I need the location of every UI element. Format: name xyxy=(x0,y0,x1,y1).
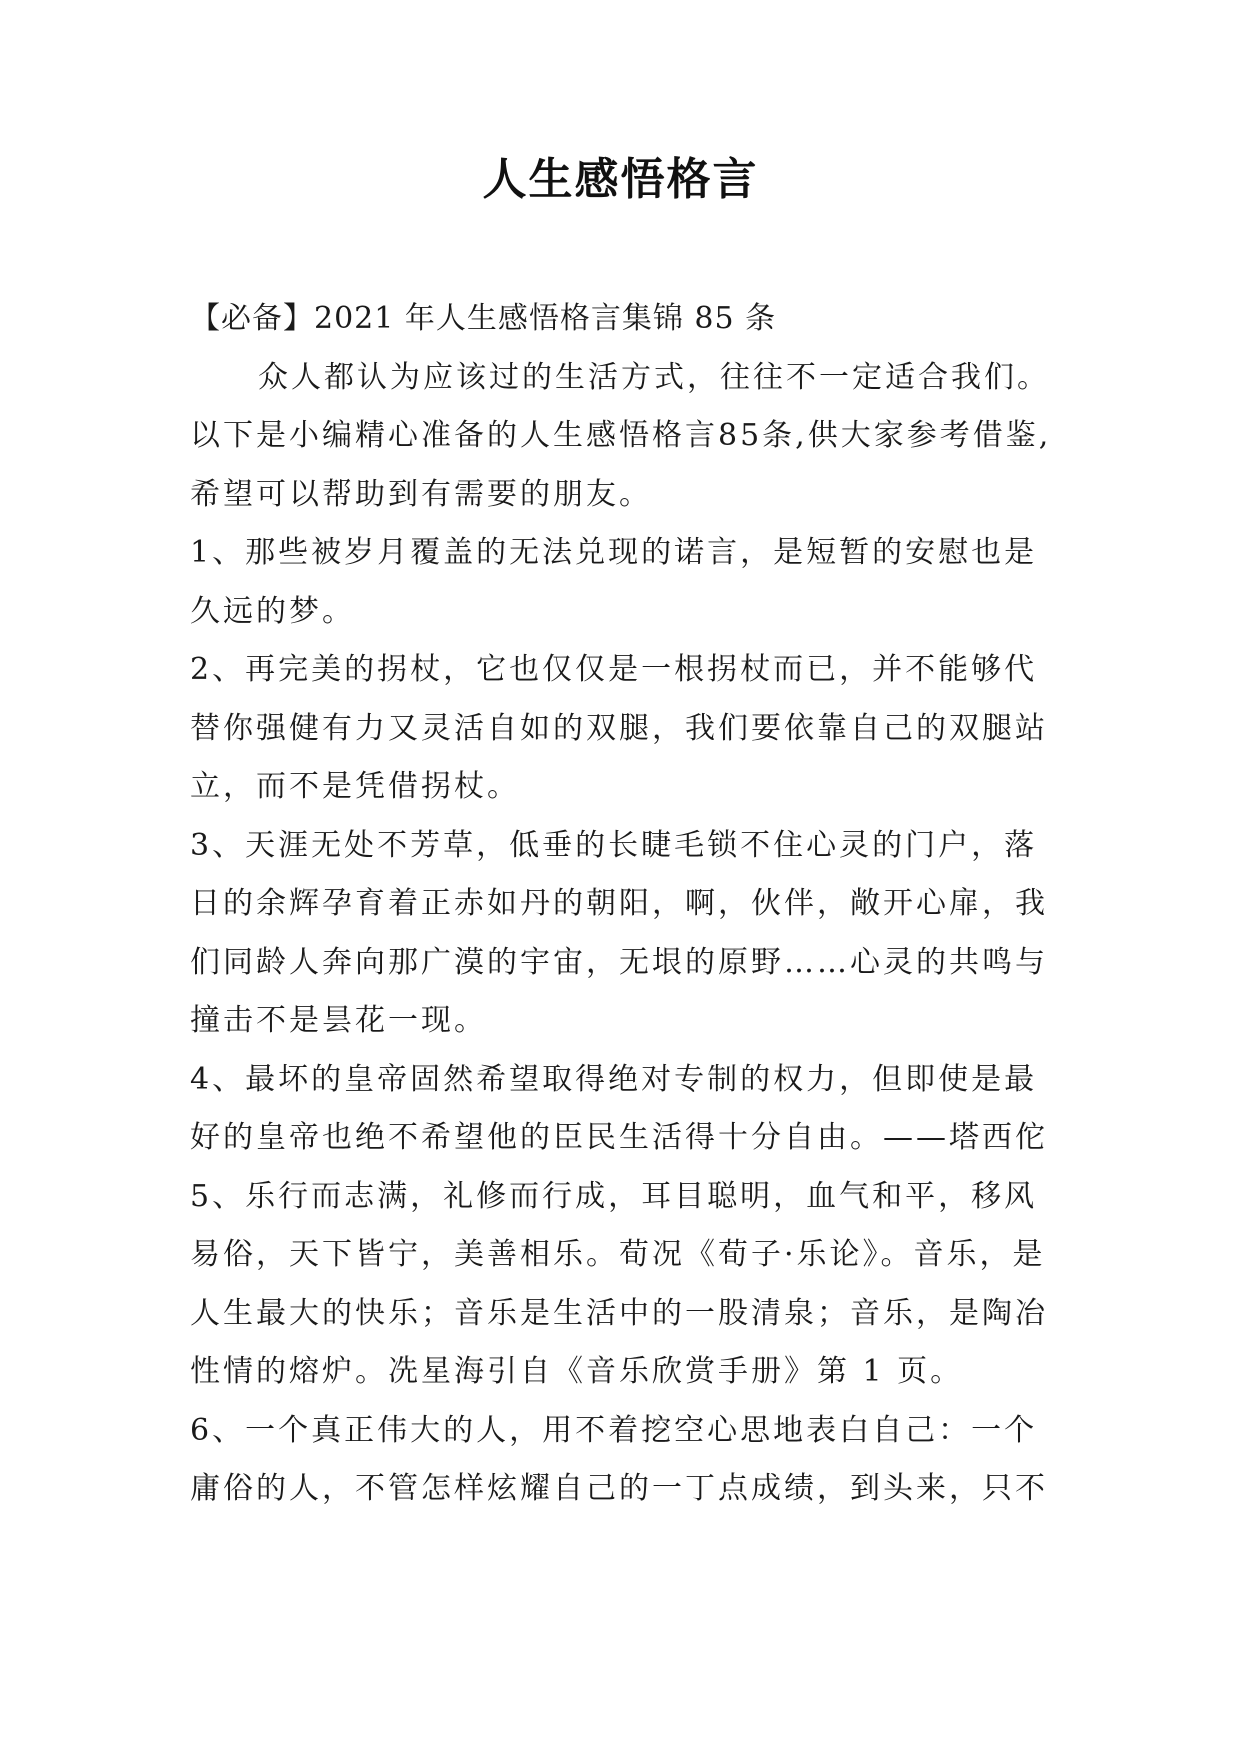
quote-item-6: 6、一个真正伟大的人，用不着挖空心思地表白自己：一个庸俗的人，不管怎样炫耀自己的一丁点成绩，到头来，只不 xyxy=(190,1412,1048,1506)
document-title: 人生感悟格言 xyxy=(482,154,759,205)
quote-item-1: 1、那些被岁月覆盖的无法兑现的诺言，是短暂的安慰也是久远的梦。 xyxy=(190,535,1038,629)
quote-item-5: 5、乐行而志满，礼修而行成，耳目聪明，血气和平，移风易俗，天下皆宁，美善相乐。荀况《荀子·乐论》。音乐，是人生最大的快乐；音乐是生活中的一股清泉；音乐，是陶冶性情的熔炉。冼星海引自《音乐欣赏手册》第 1 页。 xyxy=(190,1178,1048,1389)
intro-paragraph: 众人都认为应该过的生活方式，往往不一定适合我们。以下是小编精心准备的人生感悟格言85条,供大家参考借鉴,希望可以帮助到有需要的朋友。 xyxy=(190,359,1052,512)
quote-item-3: 3、天涯无处不芳草，低垂的长睫毛锁不住心灵的门户，落日的余辉孕育着正赤如丹的朝阳，啊，伙伴，敞开心扉，我们同龄人奔向那广漠的宇宙，无垠的原野……心灵的共鸣与撞击不是昙花一现。 xyxy=(190,827,1048,1038)
document-body xyxy=(190,290,1070,1519)
quote-item-4: 4、最坏的皇帝固然希望取得绝对专制的权力，但即使是最好的皇帝也绝不希望他的臣民生活得十分自由。——塔西佗 xyxy=(190,1061,1048,1155)
quote-item-2: 2、再完美的拐杖，它也仅仅是一根拐杖而已，并不能够代替你强健有力又灵活自如的双腿，我们要依靠自己的双腿站立，而不是凭借拐杖。 xyxy=(190,652,1048,804)
document-subtitle: 【必备】2021 年人生感悟格言集锦 85 条 xyxy=(190,301,777,336)
